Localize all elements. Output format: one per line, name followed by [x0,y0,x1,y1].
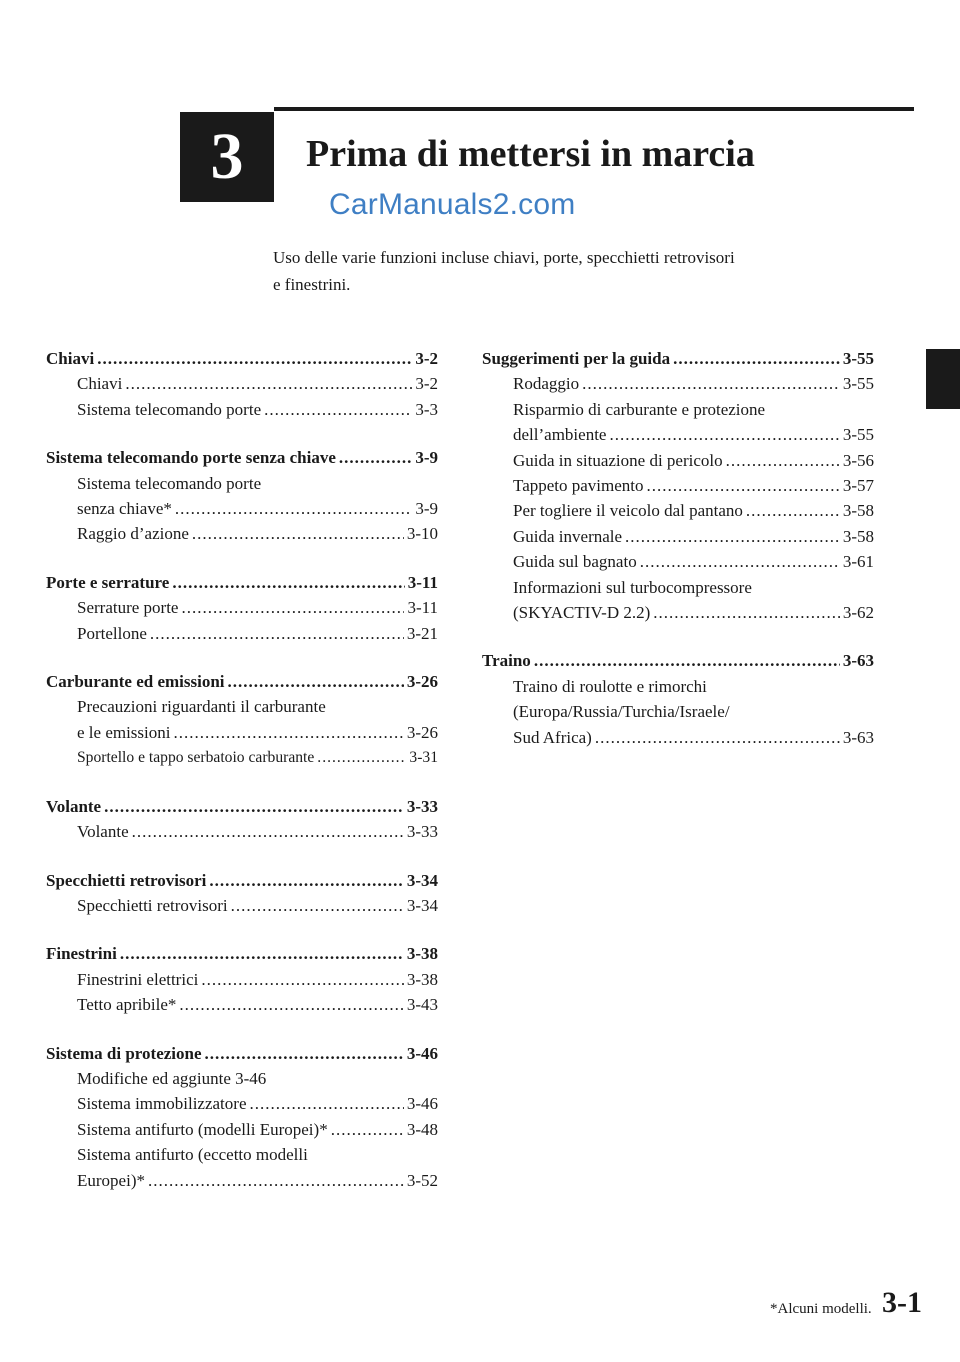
toc-heading[interactable] [46,1041,438,1066]
toc-entry[interactable] [46,819,438,844]
toc-entry[interactable] [46,521,438,546]
leader-dots [120,941,404,966]
toc-entry-line[interactable]: Risparmio di carburante e protezione [513,399,766,419]
toc-entry[interactable] [46,397,438,422]
toc-entry-label: Guida sul bagnato [513,552,637,572]
leader-dots [726,448,840,473]
leader-dots [205,1041,404,1066]
chapter-intro [273,244,873,298]
toc-section-finestrini [46,941,438,1017]
leader-dots [647,473,840,498]
toc-entry-line[interactable]: Informazioni sul turbocompressore [513,577,752,597]
toc-entry[interactable] [46,745,438,770]
toc-entry[interactable] [482,549,874,574]
toc-entry-label: Sistema immobilizzatore [77,1094,247,1114]
header-rule [274,107,914,111]
toc-page-ref: 3-10 [406,524,438,544]
toc-entry-label: Chiavi [77,374,123,394]
toc-entry-label: (SKYACTIV-D 2.2) [513,603,651,623]
toc-page-ref: 3-48 [406,1119,438,1139]
toc-entry-line[interactable]: (Europa/Russia/Turchia/Israele/ [513,702,730,722]
leader-dots [653,600,840,625]
toc-entry[interactable] [46,1168,438,1193]
toc-entry[interactable] [46,371,438,396]
toc-entry-label: Finestrini elettrici [77,969,199,989]
leader-dots [231,893,404,918]
toc-entry-label: Guida invernale [513,526,623,546]
toc-section-specchietti [46,868,438,919]
leader-dots [172,570,404,595]
toc-entry[interactable] [482,498,874,523]
toc-entry-label: dell’ambiente [513,425,607,445]
leader-dots [175,496,412,521]
leader-dots [582,371,840,396]
toc-page-ref: 3-33 [406,796,438,816]
toc-section-guida [482,346,874,625]
toc-entry[interactable] [482,725,874,750]
intro-line: e finestrini. [273,275,351,294]
toc-entry[interactable] [46,967,438,992]
toc-section-porte [46,570,438,646]
toc-entry-label: Sud Africa) [513,727,592,747]
toc-page-ref: 3-11 [407,572,438,592]
page-number: 3-1 [882,1286,922,1319]
toc-page-ref: 3-55 [842,374,874,394]
toc-page-ref: 3-38 [406,944,438,964]
leader-dots [331,1117,404,1142]
toc-section-senza-chiave [46,445,438,547]
toc-entry[interactable] [46,720,438,745]
toc-heading[interactable] [46,445,438,470]
toc-entry[interactable] [46,595,438,620]
toc-page-ref: 3-11 [407,598,438,618]
toc-entry[interactable] [46,496,438,521]
toc-entry-label: Portellone [77,623,147,643]
footnote: *Alcuni modelli. [770,1301,872,1317]
toc-entry[interactable] [46,621,438,646]
toc-page-ref: 3-46 [406,1043,438,1063]
toc-page-ref: 3-58 [842,501,874,521]
toc-page-ref: 3-55 [842,349,874,368]
toc-entry-line[interactable]: Modifiche ed aggiunte 3-46 [77,1068,267,1088]
toc-heading[interactable] [46,941,438,966]
toc-page-ref: 3-26 [406,722,438,742]
chapter-number-box [180,112,274,202]
toc-heading-label: Volante [46,796,102,816]
leader-dots [148,1168,404,1193]
toc-heading-label: Sistema telecomando porte senza chiave [46,448,336,468]
leader-dots [125,371,412,396]
toc-page-ref: 3-34 [406,895,438,915]
toc-page-ref: 3-52 [406,1170,438,1190]
leader-dots [179,992,403,1017]
chapter-title: Prima di mettersi in marcia [306,133,755,175]
toc-left-column [46,346,438,1216]
toc-section-protezione [46,1041,438,1193]
leader-dots [609,422,839,447]
toc-entry-label: Europei)* [77,1170,145,1190]
leader-dots [104,794,404,819]
toc-section-volante [46,794,438,845]
leader-dots [673,346,840,371]
toc-entry-label: Raggio d’azione [77,524,189,544]
toc-page-ref: 3-61 [842,552,874,572]
toc-heading-label: Carburante ed emissioni [46,672,225,692]
toc-section-carburante [46,669,438,771]
toc-entry-label: Rodaggio [513,374,580,394]
leader-dots [595,725,840,750]
toc-heading-label: Finestrini [46,944,117,964]
leader-dots [640,549,840,574]
leader-dots [534,648,840,673]
toc-page-ref: 3-26 [406,672,438,692]
toc-page-ref: 3-2 [415,349,438,368]
toc-entry-label: Sistema telecomando porte [77,399,262,419]
toc-page-ref: 3-43 [406,995,438,1015]
toc-entry-line[interactable]: Traino di roulotte e rimorchi [513,676,707,696]
toc-page-ref: 3-9 [415,499,438,519]
toc-heading[interactable] [46,346,438,371]
toc-heading-label: Chiavi [46,349,95,368]
toc-heading[interactable] [46,868,438,893]
toc-entry-label: senza chiave* [77,499,172,519]
leader-dots [181,595,404,620]
leader-dots [264,397,412,422]
toc-page-ref: 3-33 [406,822,438,842]
toc-entry[interactable] [46,1117,438,1142]
toc-page-ref: 3-31 [409,749,438,767]
toc-heading-label: Suggerimenti per la guida [482,349,671,368]
toc-entry-line[interactable]: Sistema telecomando porte [77,473,262,493]
toc-page-ref: 3-57 [842,476,874,496]
toc-page-ref: 3-9 [415,448,438,468]
toc-page-ref: 3-63 [842,651,874,671]
toc-heading-label: Sistema di protezione [46,1043,202,1063]
toc-entry-label: e le emissioni [77,722,171,742]
toc-entry-label: Tetto apribile* [77,995,177,1015]
intro-line: Uso delle varie funzioni incluse chiavi, porte, specchietti retrovisori [273,248,735,267]
leader-dots [339,445,412,470]
toc-heading[interactable] [482,648,874,673]
toc-entry[interactable] [46,992,438,1017]
toc-entry[interactable] [46,1091,438,1116]
toc-section-traino [482,648,874,750]
toc-heading-label: Specchietti retrovisori [46,870,207,890]
toc-entry[interactable] [482,524,874,549]
chapter-number: 3 [210,120,244,193]
toc-entry[interactable] [482,600,874,625]
toc-entry-label: Sistema antifurto (modelli Europei)* [77,1119,328,1139]
toc-entry[interactable] [482,422,874,447]
toc-entry-label: Sportello e tappo serbatoio carburante [77,749,315,767]
toc-entry-line[interactable]: Precauzioni riguardanti il carburante [77,697,326,717]
leader-dots [746,498,840,523]
toc-entry-label: Specchietti retrovisori [77,895,228,915]
toc-entry[interactable] [482,473,874,498]
toc-heading[interactable] [46,794,438,819]
toc-section-chiavi [46,346,438,422]
leader-dots [150,621,404,646]
leader-dots [209,868,403,893]
toc-page-ref: 3-55 [842,425,874,445]
toc-entry-label: Serrature porte [77,598,179,618]
toc-heading[interactable] [482,346,874,371]
leader-dots [317,745,406,770]
toc-page-ref: 3-3 [415,399,438,419]
toc-entry-line[interactable]: Sistema antifurto (eccetto modelli [77,1145,308,1165]
toc-entry-label: Volante [77,822,129,842]
toc-page-ref: 3-46 [406,1094,438,1114]
toc-entry-label: Guida in situazione di pericolo [513,450,723,470]
toc-page-ref: 3-56 [842,450,874,470]
chapter-side-tab [926,349,960,409]
toc-heading-label: Traino [482,651,531,671]
toc-heading[interactable] [46,669,438,694]
leader-dots [192,521,404,546]
toc-entry[interactable] [482,371,874,396]
leader-dots [173,720,403,745]
watermark: CarManuals2.com [329,188,576,221]
leader-dots [228,669,404,694]
leader-dots [201,967,403,992]
toc-entry-label: Per togliere il veicolo dal pantano [513,501,743,521]
toc-heading-label: Porte e serrature [46,572,170,592]
leader-dots [250,1091,404,1116]
leader-dots [625,524,840,549]
toc-page-ref: 3-2 [415,374,438,394]
toc-entry-label: Tappeto pavimento [513,476,644,496]
leader-dots [97,346,412,371]
toc-page-ref: 3-34 [406,870,438,890]
toc-page-ref: 3-38 [406,969,438,989]
toc-heading[interactable] [46,570,438,595]
toc-right-column [482,346,874,773]
toc-entry[interactable] [482,448,874,473]
toc-page-ref: 3-62 [842,603,874,623]
toc-page-ref: 3-63 [842,727,874,747]
leader-dots [132,819,404,844]
toc-page-ref: 3-58 [842,526,874,546]
toc-page-ref: 3-21 [406,623,438,643]
toc-entry[interactable] [46,893,438,918]
